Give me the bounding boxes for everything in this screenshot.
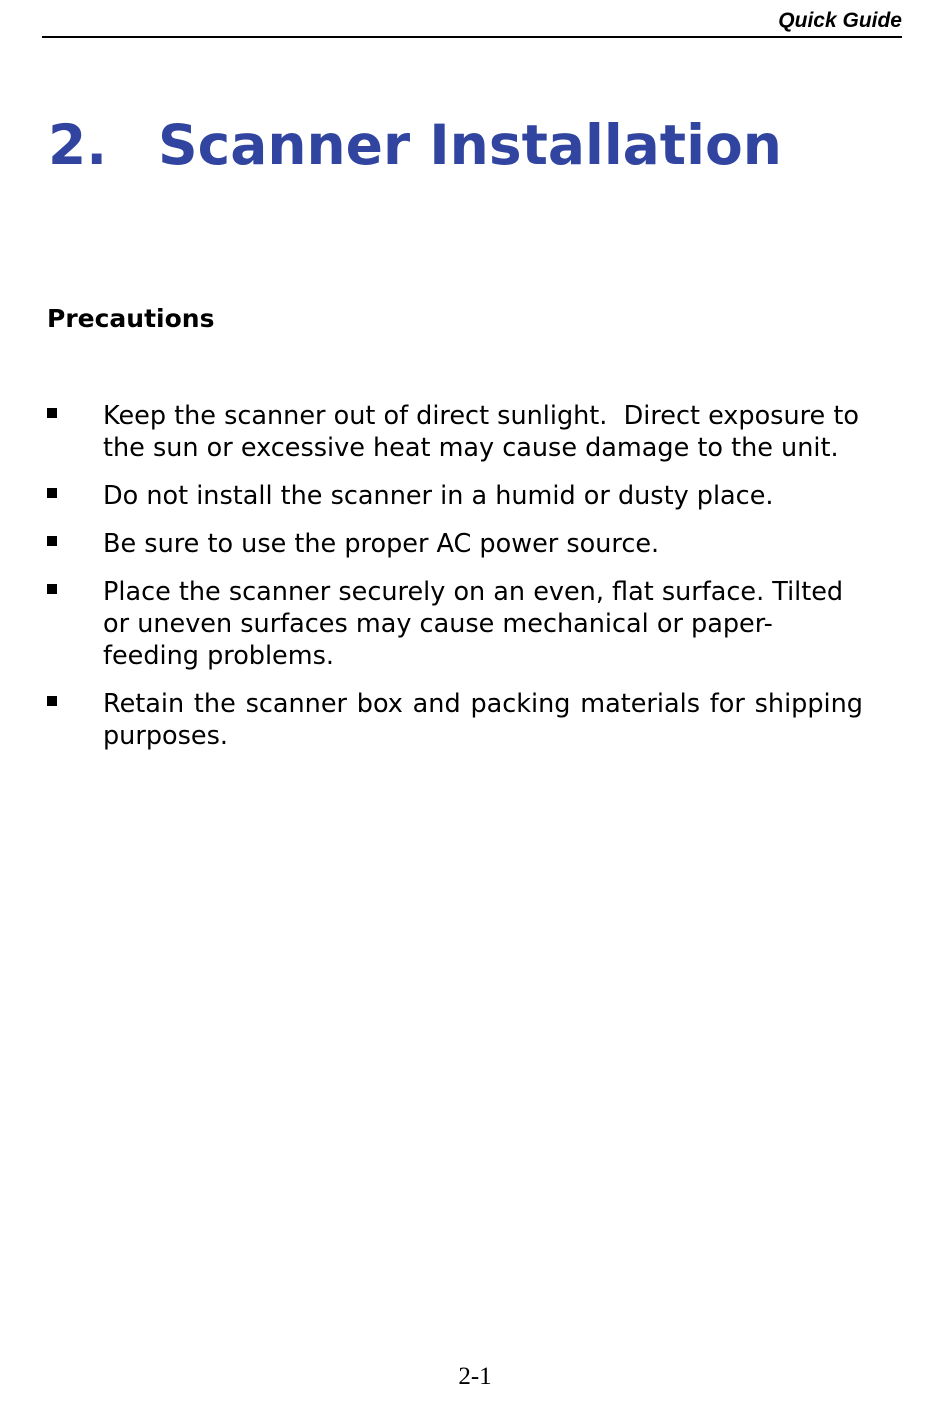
page-number: 2-1 (458, 1363, 492, 1390)
list-item-text: Be sure to use the proper AC power source. (103, 529, 660, 559)
square-bullet-icon (47, 536, 57, 546)
chapter-heading (48, 110, 782, 180)
square-bullet-icon (47, 488, 57, 498)
list-item (47, 400, 868, 464)
list-item-text: Place the scanner securely on an even, flat surface. Tilted or uneven surfaces may cause mechanical or paper-feeding problems. (103, 577, 844, 671)
list-item (47, 576, 863, 672)
chapter-number: 2. (48, 113, 108, 177)
square-bullet-icon (47, 408, 57, 418)
page-header (42, 6, 902, 38)
list-item (47, 528, 863, 560)
square-bullet-icon (47, 696, 57, 706)
chapter-title: Scanner Installation (158, 113, 782, 177)
list-item-text: Do not install the scanner in a humid or dusty place. (103, 481, 774, 511)
list-item (47, 688, 863, 752)
list-item-text: Retain the scanner box and packing materials for shipping purposes. (103, 689, 863, 751)
section-heading: Precautions (47, 304, 215, 333)
header-title: Quick Guide (778, 9, 902, 32)
list-item (47, 480, 863, 512)
precautions-list (47, 400, 868, 768)
square-bullet-icon (47, 584, 57, 594)
list-item-text: Keep the scanner out of direct sunlight. Direct exposure to the sun or excessive heat may cause damage to the unit. (103, 401, 868, 463)
